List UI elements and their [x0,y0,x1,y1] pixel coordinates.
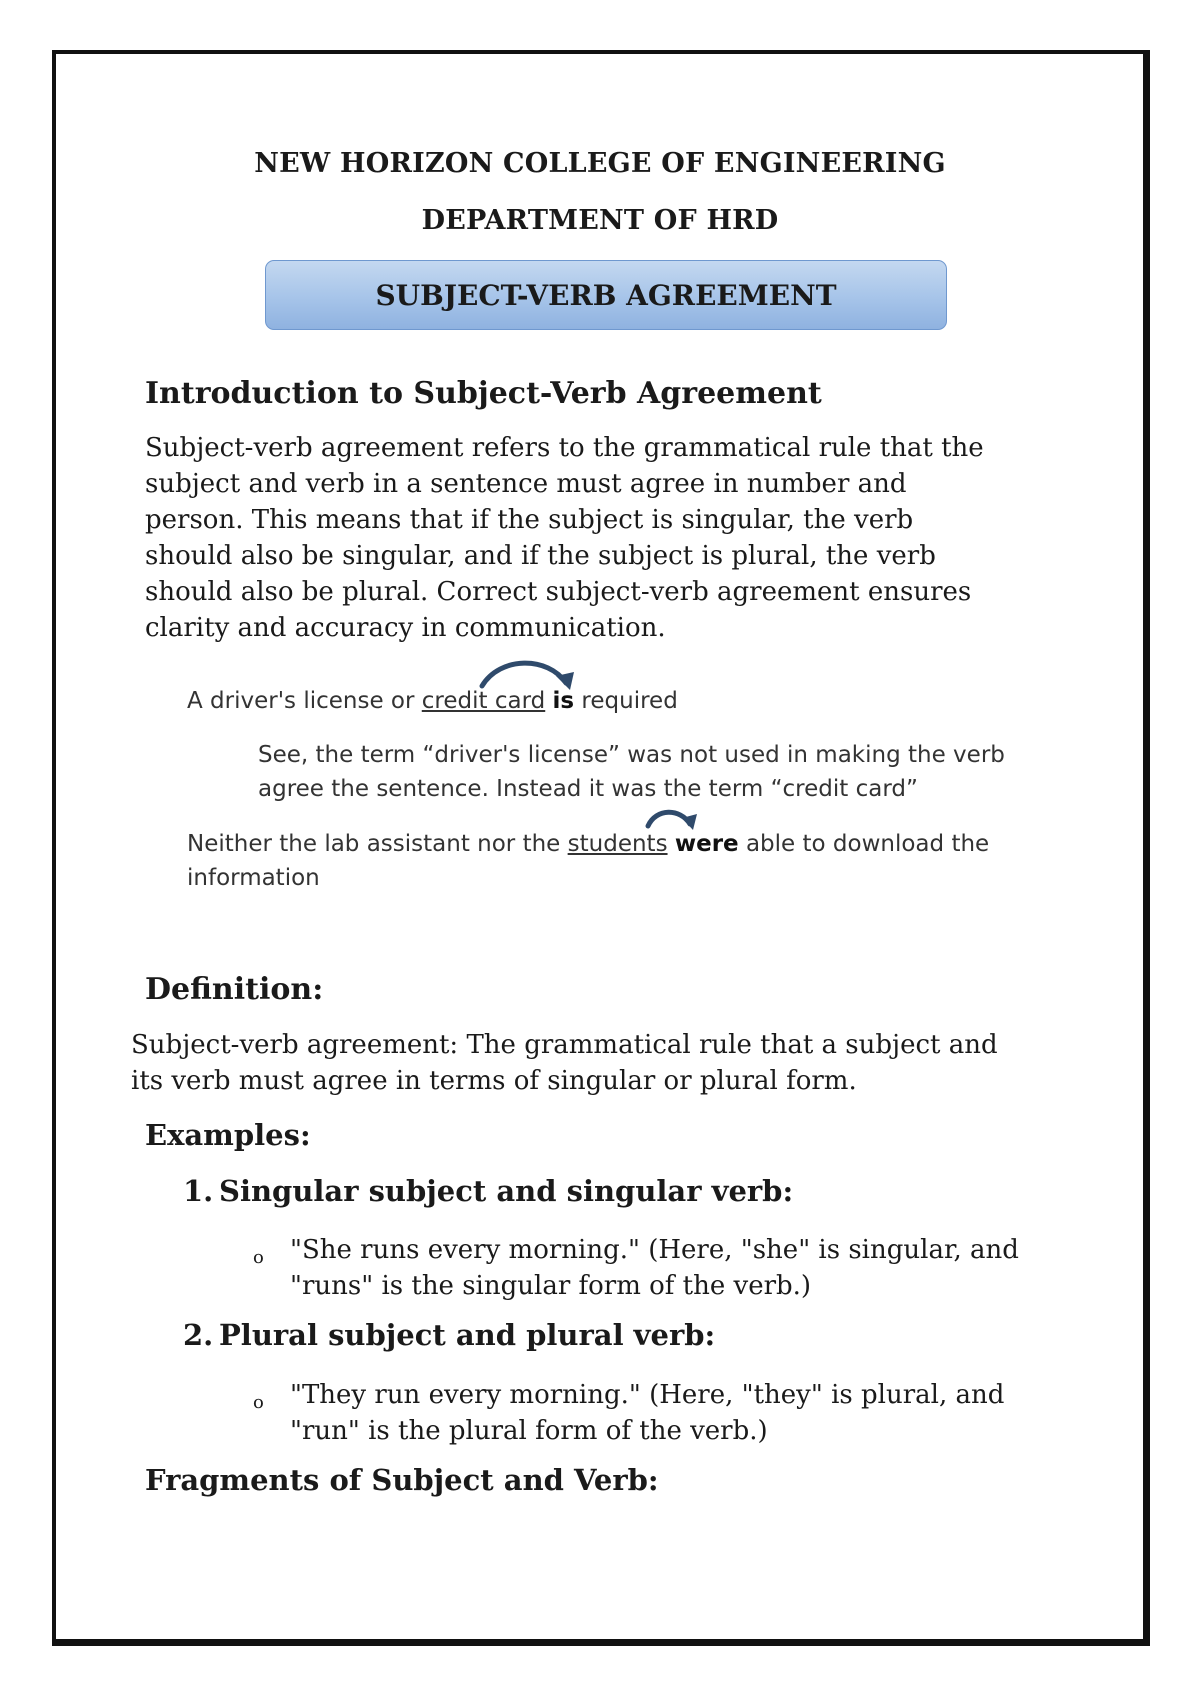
intro-heading: Introduction to Subject-Verb Agreement [145,376,822,411]
example-verb: is [552,688,575,714]
intro-line: subject and verb in a sentence must agree in number and [145,469,907,499]
department-name: DEPARTMENT OF HRD [421,205,779,236]
definition-heading: Definition: [145,972,324,1007]
bullet-line: "run" is the plural form of the verb.) [290,1416,768,1446]
college-name: NEW HORIZON COLLEGE OF ENGINEERING [254,148,946,179]
example-sentence-2-cont: information [187,865,320,891]
example-sentence-1 [187,688,678,714]
example-number: 2. [183,1318,214,1352]
example-text: Neither the lab assistant nor the [187,831,568,857]
example-verb: were [674,831,739,857]
example-subject: credit card [421,688,546,714]
definition-paragraph [131,1027,1051,1099]
definition-line: Subject-verb agreement: The grammatical rule that a subject and [131,1030,998,1060]
intro-line: should also be plural. Correct subject-verb agreement ensures [145,577,972,607]
example-title: Singular subject and singular verb: [219,1174,794,1208]
bullet-circle-icon: o [253,1247,264,1268]
example-text: required [574,688,678,714]
bullet-circle-icon: o [253,1392,264,1413]
fragments-heading: Fragments of Subject and Verb: [145,1463,659,1497]
example-sentence-2 [187,831,989,857]
intro-line: should also be singular, and if the subject is plural, the verb [145,541,936,571]
document-title: SUBJECT-VERB AGREEMENT [375,278,837,312]
example-note-line: agree the sentence. Instead it was the term “credit card” [258,776,918,802]
examples-heading: Examples: [145,1118,311,1152]
example-bullet-text [290,1377,1090,1449]
intro-line: clarity and accuracy in communication. [145,613,666,643]
example-text: able to download the [738,831,990,857]
bullet-line: "runs" is the singular form of the verb.) [290,1271,812,1301]
example-text: A driver's license or [187,688,422,714]
definition-line: its verb must agree in terms of singular or plural form. [131,1066,857,1096]
example-bullet-text [290,1232,1090,1304]
bullet-line: "She runs every morning." (Here, "she" is singular, and [290,1235,1019,1265]
bullet-line: "They run every morning." (Here, "they" is plural, and [290,1380,1005,1410]
example-note-line: See, the term “driver's license” was not used in making the verb [258,742,1005,768]
example-title: Plural subject and plural verb: [219,1318,716,1352]
example-subject: students [567,831,668,857]
example-number: 1. [183,1174,214,1208]
intro-line: Subject-verb agreement refers to the grammatical rule that the [145,433,984,463]
arrow-curve-icon [482,663,566,686]
intro-line: person. This means that if the subject is singular, the verb [145,505,914,535]
